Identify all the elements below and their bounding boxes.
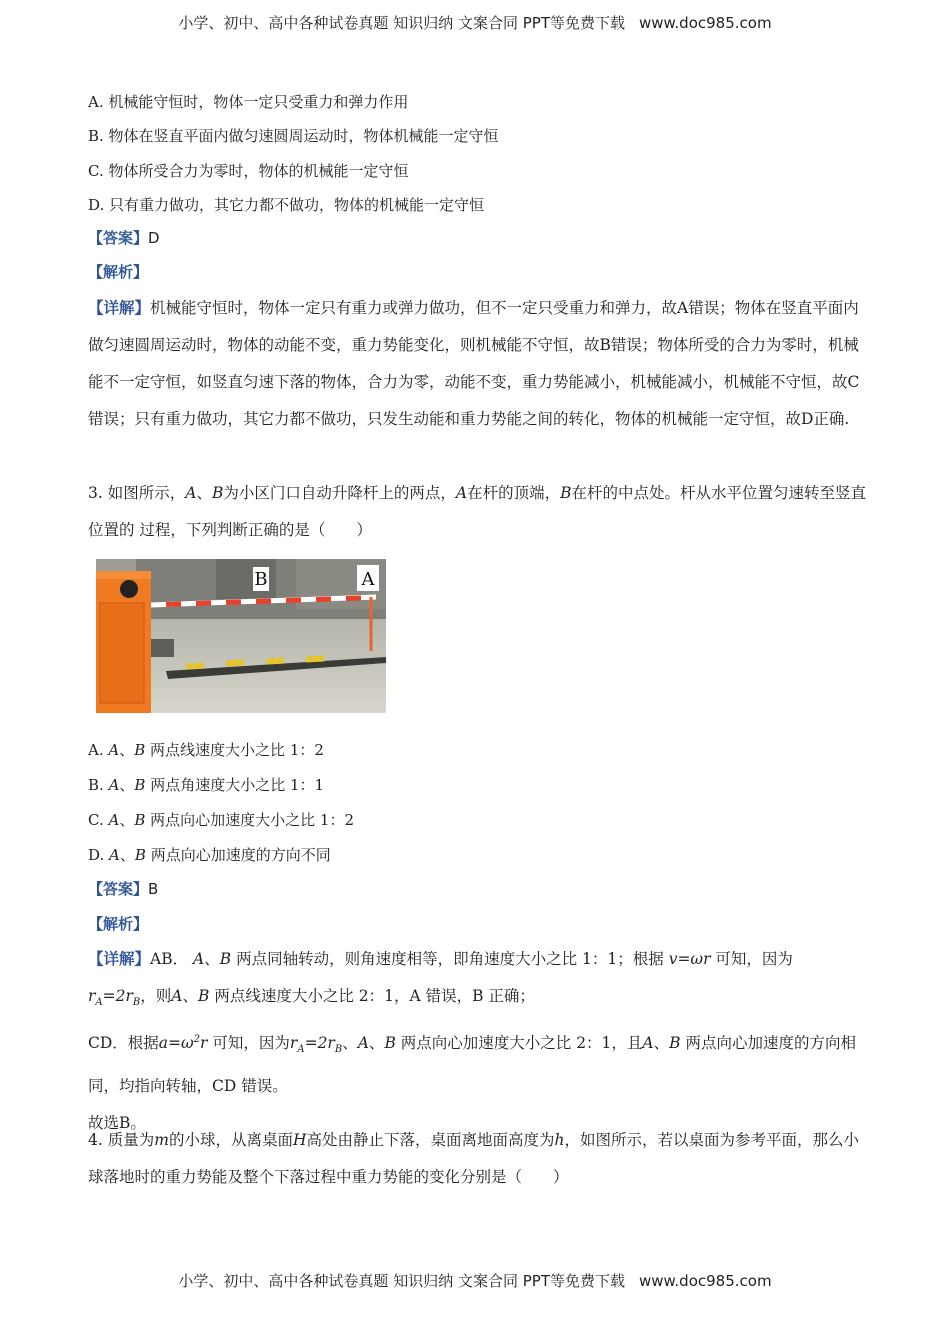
q2-detail-label: 【详解】: [88, 299, 151, 317]
q3-sep: 、: [119, 811, 135, 829]
page-header: [0, 12, 950, 33]
q2-option-c: C. 物体所受合力为零时，物体的机械能一定守恒: [88, 162, 409, 180]
q3-analysis-label-text: 【解析】: [88, 915, 149, 933]
q2-detail: [88, 290, 868, 438]
q3-answer-value: B: [148, 880, 159, 898]
q3-detail-2: 两点同轴转动，则角速度相等，即角速度大小之比 1：1；根据: [236, 950, 669, 968]
q2-analysis-label: [88, 262, 148, 282]
q2-answer-value: D: [148, 229, 160, 247]
q3-sep: 、: [182, 987, 199, 1005]
q4-var-h-upper: H: [292, 1131, 307, 1149]
footer-site: www.doc985.com: [638, 1272, 772, 1290]
q3-sep: 、: [368, 1034, 385, 1053]
q4-text-1: 质量为: [102, 1131, 155, 1149]
q2-answer-label: 【答案】: [88, 229, 149, 247]
q3-var-b: B: [219, 950, 232, 968]
q3-sep: 、: [653, 1034, 670, 1053]
q3-var-b: B: [669, 1034, 681, 1053]
q3-var-a: A: [109, 846, 120, 864]
q3-var-b: B: [134, 846, 146, 864]
q3-option-prefix: A.: [88, 741, 109, 759]
barrier-gate-photo: [96, 559, 386, 713]
q3-sep: 、: [119, 776, 135, 794]
q3-formula-r2: $r_A=2r_B$: [289, 1034, 343, 1056]
q3-var-b: B: [384, 1034, 396, 1053]
footer-text: 小学、初中、高中各种试卷真题 知识归纳 文案合同 PPT等免费下载: [178, 1272, 625, 1290]
q3-detail: [88, 941, 868, 1142]
q3-answer: [88, 879, 158, 899]
q3-stem-2: 为小区门口自动升降杆上的两点，: [223, 484, 456, 502]
header-site: www.doc985.com: [638, 14, 772, 32]
q2-analysis-label-text: 【解析】: [88, 263, 149, 281]
q2-option-b: B. 物体在竖直平面内做匀速圆周运动时，物体机械能一定守恒: [88, 127, 499, 145]
q3-var-b: B: [134, 776, 146, 794]
q3-var-b: B: [211, 484, 224, 502]
q3-detail-5: ，则: [140, 987, 172, 1005]
q4-var-h: h: [554, 1131, 565, 1149]
q3-formula-r: $r_A=2r_B$: [88, 987, 141, 1009]
q4-stem: [88, 1122, 868, 1196]
q3-detail-11: 两点向心加速度的方向相同，均指向转轴，CD 错误。: [88, 1034, 856, 1096]
q3-stem-4: 在杆的中点处。杆从水平位置匀速转至竖直位置的 过程，下列判断正确的是（ ）: [88, 484, 866, 539]
q3-var-a: A: [108, 741, 120, 759]
q3-var-a: A: [193, 950, 205, 968]
q3-var-a: A: [185, 484, 197, 502]
q3-option-d: [88, 845, 331, 865]
q2-option-d: D. 只有重力做功，其它力都不做功，物体的机械能一定守恒: [88, 196, 485, 214]
q3-detail-10: 两点向心加速度大小之比 2：1，且: [400, 1034, 643, 1053]
label-a: A: [361, 569, 375, 590]
q2-detail-text: 机械能守恒时，物体一定只有重力或弹力做功，但不一定只受重力和弹力，故A错误；物体在竖直平面内做匀速圆周运动时，物体的动能不变，重力势能变化，则机械能不守恒，故B错误；物体所受的合力为零时，机械能不一定守恒，如竖直匀速下落的物体，合力为零，动能不变，重力势能减小，机械能减小，机械能不守恒，故C错误；只有重力做功，其它力都不做功，只发生动能和重力势能之间的转化，物体的机械能一定守恒，故D正确.: [88, 299, 860, 428]
q2-answer: [88, 228, 160, 248]
q3-detail-label: 【详解】: [88, 950, 151, 968]
q3-var-a: A: [455, 484, 468, 502]
q3-option-text: 两点向心加速度的方向不同: [150, 846, 331, 864]
q3-var-b: B: [198, 987, 210, 1005]
q4-number: 4.: [88, 1131, 103, 1149]
q3-var-a: A: [642, 1034, 654, 1053]
q3-option-text: 两点向心加速度大小之比 1：2: [150, 811, 355, 829]
q3-option-prefix: D.: [88, 846, 110, 864]
q3-formula-a: $a=\omega^2r$: [158, 1034, 208, 1053]
q3-number: 3.: [88, 484, 103, 502]
q3-detail-4: 可知，因为: [710, 950, 793, 968]
q3-var-a: A: [108, 776, 120, 794]
q3-var-a: A: [357, 1034, 369, 1053]
q3-var-a: A: [171, 987, 183, 1005]
q3-option-prefix: B.: [88, 776, 109, 794]
q3-answer-label: 【答案】: [88, 880, 149, 898]
q4-var-m: m: [154, 1131, 169, 1149]
q3-detail-6: 两点线速度大小之比 2：1，A 错误，B 正确；: [214, 987, 535, 1005]
q3-analysis-label: [88, 914, 148, 934]
q3-detail-7: CD．根据: [88, 1034, 159, 1053]
q3-var-a: A: [108, 811, 120, 829]
q3-sep: 、: [196, 484, 212, 502]
q3-detail-8: 可知，因为: [212, 1034, 290, 1053]
q4-text-3: 高处由静止下落，桌面离地面高度为: [306, 1131, 555, 1149]
q4-text-2: 的小球，从离桌面: [168, 1131, 293, 1149]
q3-detail-1: AB．: [150, 950, 189, 968]
q3-option-prefix: C.: [88, 811, 109, 829]
q3-stem-1: 如图所示，: [102, 484, 186, 502]
header-text: 小学、初中、高中各种试卷真题 知识归纳 文案合同 PPT等免费下载: [178, 14, 625, 32]
q3-sep: 、: [119, 846, 135, 864]
q2-option-a: A. 机械能守恒时，物体一定只受重力和弹力作用: [88, 93, 409, 111]
q3-var-b: B: [134, 741, 146, 759]
page-footer: [0, 1270, 950, 1291]
q3-stem-3: 在杆的顶端，: [467, 484, 561, 502]
q3-detail-9: 、: [342, 1034, 358, 1053]
q4-text-4: ，如图所示，若以桌面为参考平面，那么小球落地时的重力势能及整个下落过程中重力势能的变化分别是（ ）: [88, 1131, 859, 1186]
q3-option-text: 两点角速度大小之比 1：1: [150, 776, 325, 794]
q3-formula-v: v=ωr: [668, 950, 711, 968]
q3-option-text: 两点线速度大小之比 1：2: [150, 741, 324, 759]
label-b: B: [254, 569, 268, 590]
q3-conclusion: 故选B。: [88, 1114, 146, 1133]
q3-sep: 、: [119, 741, 135, 759]
q3-option-a: [88, 740, 324, 760]
q3-var-b: B: [134, 811, 146, 829]
q3-stem: [88, 475, 868, 549]
q3-option-c: [88, 810, 354, 830]
q3-var-b: B: [560, 484, 572, 502]
q3-option-b: [88, 775, 324, 795]
q3-sep: 、: [204, 950, 220, 968]
